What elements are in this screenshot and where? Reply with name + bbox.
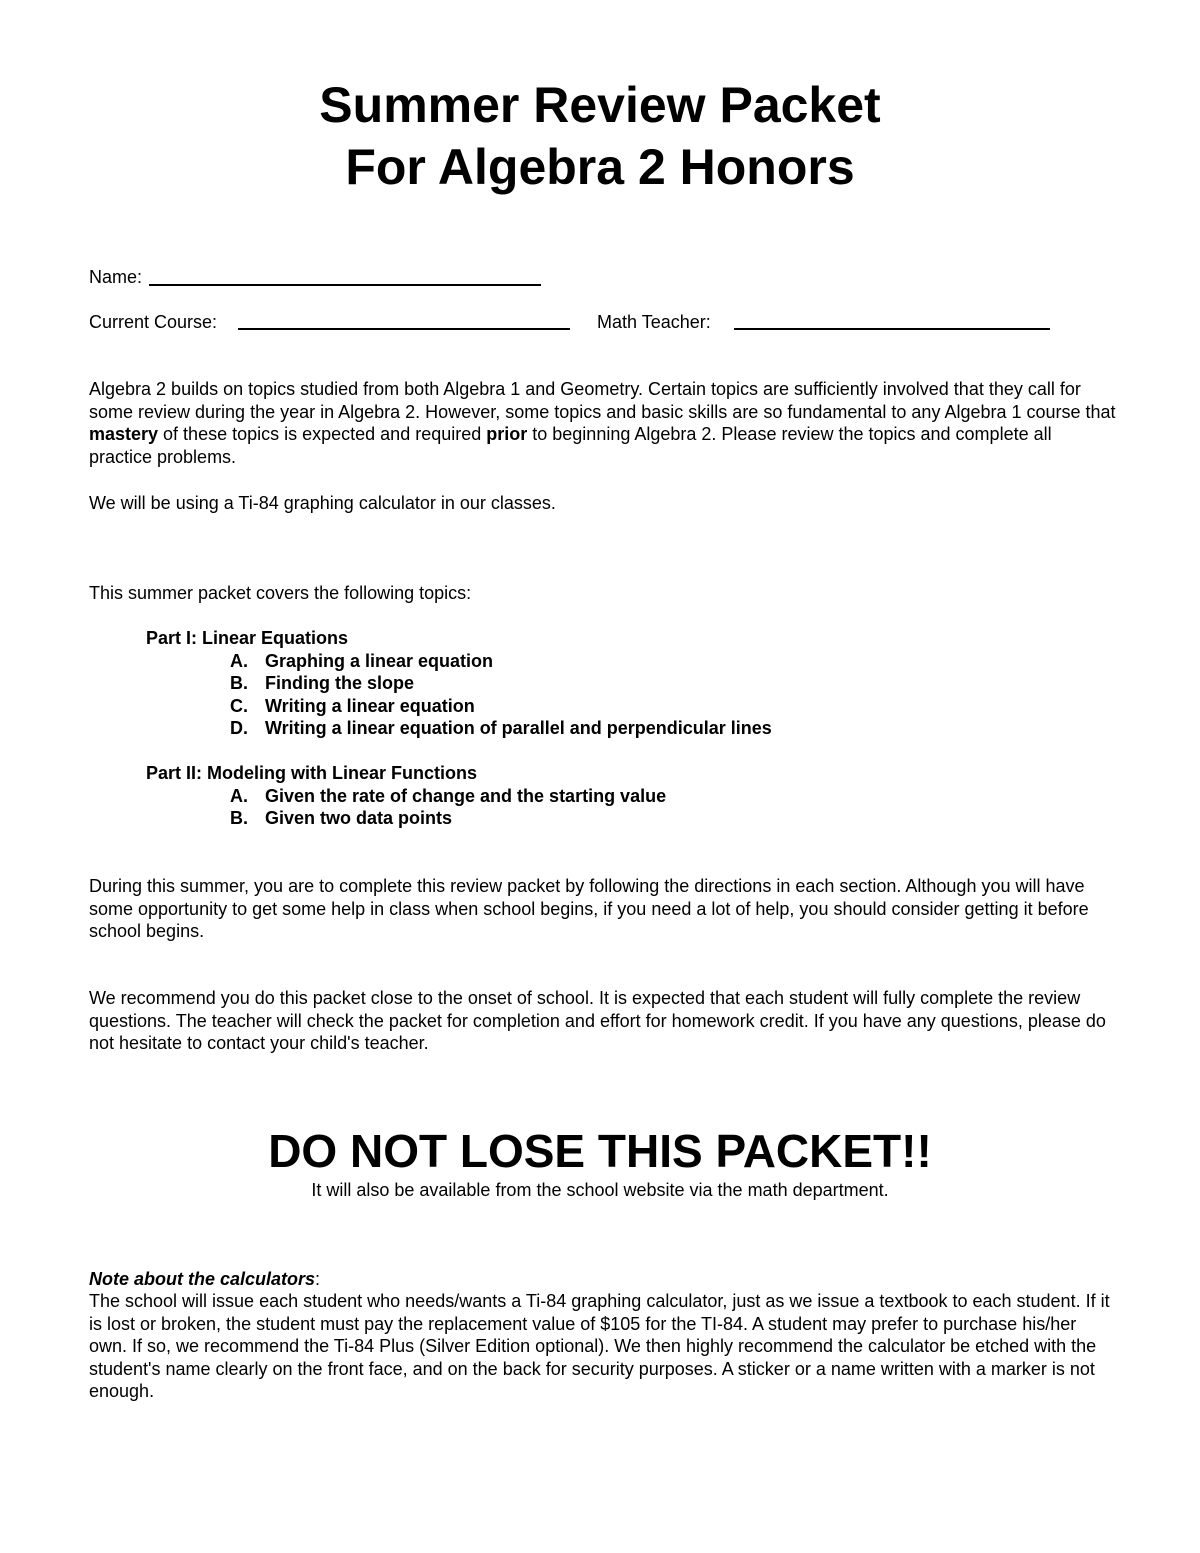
part-2-item-b: B. Given two data points bbox=[230, 808, 453, 828]
do-not-lose-headline: DO NOT LOSE THIS PACKET!! bbox=[268, 1125, 932, 1177]
current-course-blank-line[interactable] bbox=[238, 328, 570, 330]
part-2-item-a: A. Given the rate of change and the starting value bbox=[230, 786, 667, 806]
math-teacher-blank-line[interactable] bbox=[734, 328, 1050, 330]
page-title-line-1: Summer Review Packet bbox=[319, 77, 881, 133]
part-1-title: Part I: Linear Equations bbox=[146, 628, 349, 648]
intro-text-part-1: Algebra 2 builds on topics studied from both Algebra 1 and Geometry. Certain topics are sufficiently involved that they call for some review during the year in Algebra 2. However, some topics and basic skills are so fundamental to any Algebra 1 course that bbox=[89, 379, 1116, 422]
intro-prior-word: prior bbox=[486, 424, 528, 444]
part-1-item-a: A. Graphing a linear equation bbox=[230, 651, 494, 671]
availability-note: It will also be available from the school website via the math department. bbox=[311, 1180, 889, 1200]
calculator-note-colon: : bbox=[315, 1269, 321, 1289]
part-2-title: Part II: Modeling with Linear Functions bbox=[146, 763, 478, 783]
page-title-line-2: For Algebra 2 Honors bbox=[345, 139, 855, 195]
calculator-note-body: The school will issue each student who needs/wants a Ti-84 graphing calculator, just as we issue a textbook to each student. If it is lost or broken, the student must pay the replacement value of $105 for the TI-84. A student may prefer to purchase his/her own. If so, we recommend the Ti-84 Plus (Silver Edition optional). We then highly recommend the calculator be etched with the student's name clearly on the front face, and on the back for security purposes. A sticker or a name written with a marker is not enough. bbox=[89, 1291, 1110, 1401]
calculator-note-heading bbox=[89, 1268, 1119, 1291]
intro-paragraph bbox=[89, 378, 1119, 468]
math-teacher-label: Math Teacher: bbox=[597, 312, 711, 332]
intro-text-part-3: to beginning Algebra 2. Please review the topics and complete all practice problems. bbox=[89, 424, 1052, 467]
calculator-note-heading-text: Note about the calculators bbox=[89, 1269, 316, 1289]
intro-text-part-2: of these topics is expected and required bbox=[158, 424, 487, 444]
recommendation-paragraph: We recommend you do this packet close to the onset of school. It is expected that each student will fully complete the review questions. The teacher will check the packet for completion and effort for homework credit. If you have any questions, please do not hesitate to contact your child's teacher. bbox=[89, 988, 1106, 1053]
name-label: Name: bbox=[89, 267, 143, 287]
instructions-paragraph: During this summer, you are to complete this review packet by following the directions in each section. Although you will have some opportunity to get some help in class when school begins, if you need a lot of help, you should consider getting it before school begins. bbox=[89, 876, 1089, 941]
part-1-item-c: C. Writing a linear equation bbox=[230, 696, 475, 716]
topics-intro: This summer packet covers the following topics: bbox=[89, 583, 472, 603]
intro-mastery-word: mastery bbox=[89, 424, 159, 444]
calculator-line: We will be using a Ti-84 graphing calculator in our classes. bbox=[89, 493, 556, 513]
part-1-item-b: B. Finding the slope bbox=[230, 673, 414, 693]
part-1-item-d: D. Writing a linear equation of parallel and perpendicular lines bbox=[230, 718, 772, 738]
current-course-label: Current Course: bbox=[89, 312, 218, 332]
name-blank-line[interactable] bbox=[149, 284, 541, 286]
